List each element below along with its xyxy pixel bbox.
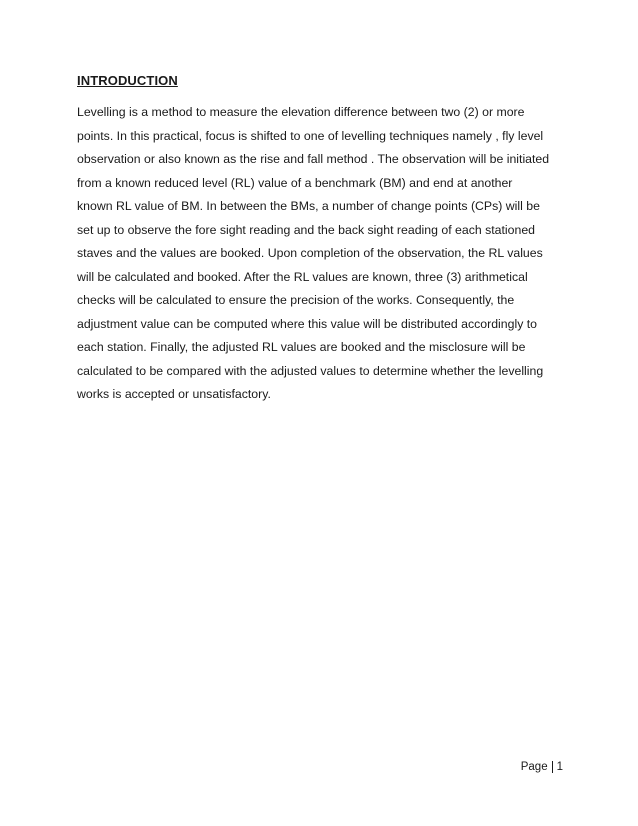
- paragraph-line: each station. Finally, the adjusted RL values are booked and the misclosure will be: [77, 340, 526, 354]
- paragraph-line: from a known reduced level (RL) value of a benchmark (BM) and end at another: [77, 175, 513, 190]
- paragraph-line: works is accepted or unsatisfactory.: [77, 387, 271, 401]
- paragraph-line: points. In this practical, focus is shifted to one of levelling techniques namely , fly level: [77, 128, 544, 143]
- paragraph-line: set up to observe the fore sight reading and the back sight reading of each stationed: [77, 222, 536, 237]
- paragraph-line: observation or also known as the rise and fall method . The observation will be initiated: [77, 152, 550, 166]
- paragraph-line: checks will be calculated to ensure the precision of the works. Consequently, the: [77, 293, 515, 307]
- page-footer: [521, 761, 563, 773]
- page-label: Page: [520, 761, 548, 773]
- paragraph-line: will be calculated and booked. After the RL values are known, three (3) arithmetical: [77, 269, 528, 284]
- paragraph-line: staves and the values are booked. Upon completion of the observation, the RL values: [77, 246, 543, 260]
- paragraph-line: Levelling is a method to measure the elevation difference between two (2) or more: [77, 105, 525, 119]
- paragraph-line: calculated to be compared with the adjusted values to determine whether the levelling: [77, 363, 544, 378]
- page-number: 1: [556, 761, 563, 773]
- paragraph-line: adjustment value can be computed where this value will be distributed accordingly to: [77, 316, 538, 331]
- introduction-paragraph: [77, 101, 557, 407]
- footer-separator: [552, 761, 553, 773]
- paragraph-line: known RL value of BM. In between the BMs, a number of change points (CPs) will be: [77, 199, 540, 213]
- section-heading: INTRODUCTION: [77, 73, 178, 88]
